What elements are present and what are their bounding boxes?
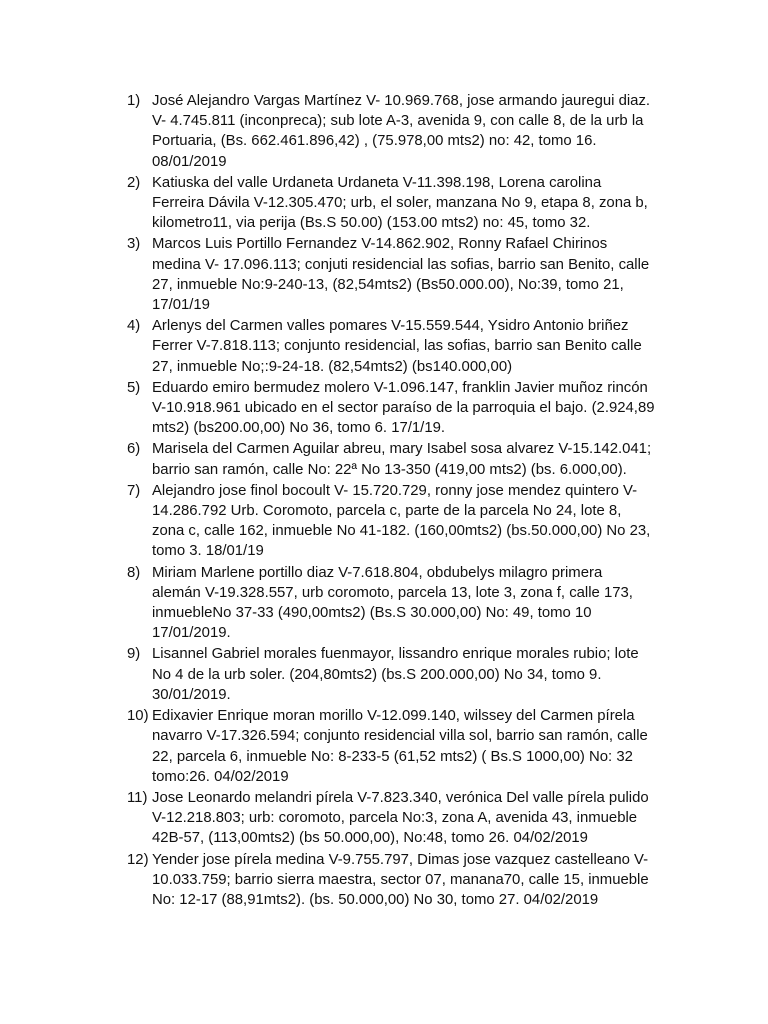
entry-text: Edixavier Enrique moran morillo V-12.099.140, wilssey del Carmen pírela navarro V-17.326.594; conjunto residencial villa sol, barrio san ramón, calle 22, parcela 6, inmueble No: 8-233-5 (61,52 mts2) ( Bs.S 1000,00) No: 32 tomo:26. 04/02/2019 (152, 708, 648, 785)
list-item (127, 481, 667, 562)
list-item (127, 173, 667, 234)
entry-number: 6) (127, 441, 141, 458)
entry-number: 5) (127, 379, 141, 396)
list-item (127, 439, 667, 479)
entry-number: 11) (127, 789, 148, 806)
list-item (127, 234, 667, 315)
entry-number: 3) (127, 236, 141, 253)
entry-text: Marisela del Carmen Aguilar abreu, mary Isabel sosa alvarez V-15.142.041; barrio san ramón, calle No: 22ª No 13-350 (419,00 mts2) (bs. 6.000,00). (152, 441, 652, 478)
list-item (127, 563, 667, 644)
list-item (127, 706, 667, 787)
entry-number: 2) (127, 174, 141, 191)
list-item (127, 91, 667, 172)
entry-text: Marcos Luis Portillo Fernandez V-14.862.902, Ronny Rafael Chirinos medina V- 17.096.113; conjuti residencial las sofias, barrio san Benito, calle 27, inmueble No:9-240-13, (82,54mts2) (Bs50.000.00), No:39, tomo 21, 17/01/19 (152, 236, 650, 314)
list-item (127, 316, 667, 377)
entry-text: Alejandro jose finol bocoult V- 15.720.729, ronny jose mendez quintero V- 14.286.792 Urb. Coromoto, parcela c, parte de la parcela No 24, lote 8, zona c, calle 162, inmueble No 41-182. (160,00mts2) (bs.50.000,00) No 23, tomo 3. 18/01/19 (152, 482, 651, 560)
list-item (127, 850, 667, 911)
list-item (127, 378, 667, 439)
entry-number: 7) (127, 482, 141, 499)
entry-text: Arlenys del Carmen valles pomares V-15.559.544, Ysidro Antonio briñez Ferrer V-7.818.113; conjunto residencial, las sofias, barrio san Benito calle 27, inmueble No;:9-24-18. (82,54mts2) (bs140.000,00) (152, 318, 642, 375)
entry-list (127, 91, 667, 911)
list-item (127, 788, 667, 849)
entry-number: 4) (127, 318, 141, 335)
entry-text: Yender jose pírela medina V-9.755.797, Dimas jose vazquez castelleano V- 10.033.759; barrio sierra maestra, sector 07, manana70, calle 15, inmueble No: 12-17 (88,91mts2). (bs. 50.000,00) No 30, tomo 27. 04/02/2019 (152, 851, 649, 908)
entry-number: 12) (127, 851, 149, 868)
entry-text: Lisannel Gabriel morales fuenmayor, lissandro enrique morales rubio; lote No 4 de la urb soler. (204,80mts2) (bs.S 200.000,00) No 34, tomo 9. 30/01/2019. (152, 646, 639, 703)
entry-number: 10) (127, 708, 149, 725)
entry-number: 8) (127, 564, 141, 581)
entry-text: Miriam Marlene portillo diaz V-7.618.804, obdubelys milagro primera alemán V-19.328.557, urb coromoto, parcela 13, lote 3, zona f, calle 173, inmuebleNo 37-33 (490,00mts2) (Bs.S 30.000,00) No: 49, tomo 10 17/01/2019. (152, 564, 633, 642)
entry-number: 9) (127, 646, 141, 663)
entry-text: Eduardo emiro bermudez molero V-1.096.147, franklin Javier muñoz rincón V-10.918.961 ubicado en el sector paraíso de la parroquia el bajo. (2.924,89 mts2) (bs200.00,00) No 36, tomo 6. 17/1/19. (152, 379, 655, 437)
entry-text: José Alejandro Vargas Martínez V- 10.969.768, jose armando jauregui diaz. V- 4.745.811 (inconpreca); sub lote A-3, avenida 9, con calle 8, de la urb la Portuaria, (Bs. 662.461.896,42) , (75.978,00 mts2) no: 42, tomo 16. 08/01/2019 (152, 93, 651, 170)
entry-text: Jose Leonardo melandri pírela V-7.823.340, verónica Del valle pírela pulido V-12.218.803; urb: coromoto, parcela No:3, zona A, avenida 43, inmueble 42B-57, (113,00mts2) (bs 50.000,00), No:48, tomo 26. 04/02/2019 (152, 789, 649, 847)
list-item (127, 644, 667, 705)
entry-text: Katiuska del valle Urdaneta Urdaneta V-11.398.198, Lorena carolina Ferreira Dávila V-12.305.470; urb, el soler, manzana No 9, etapa 8, zona b, kilometro11, via perija (Bs.S 50.00) (153.00 mts2) no: 45, tomo 32. (152, 174, 648, 232)
entry-number: 1) (127, 93, 141, 109)
